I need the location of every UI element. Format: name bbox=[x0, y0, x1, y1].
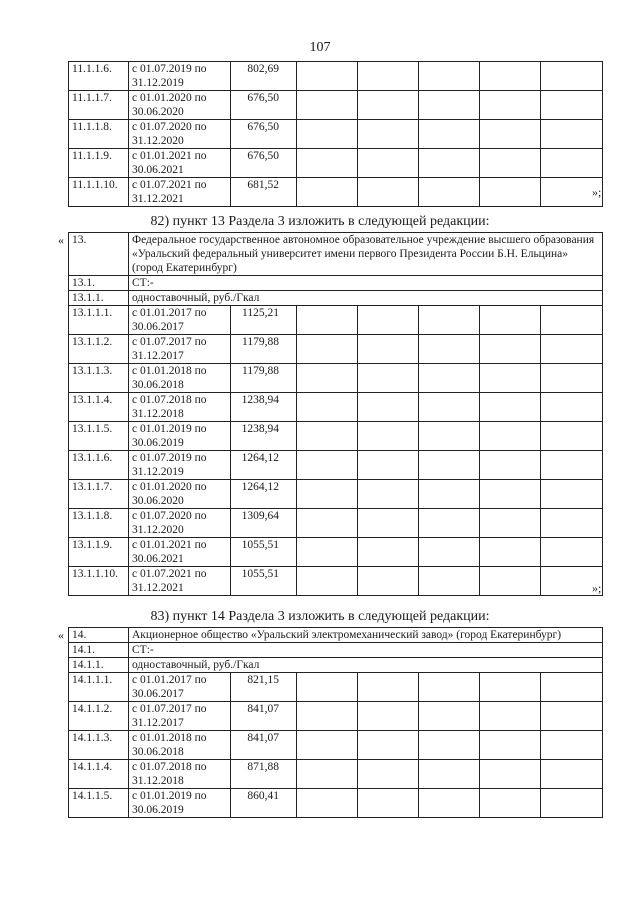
empty-cell bbox=[541, 673, 603, 702]
empty-cell bbox=[358, 335, 419, 364]
tariff-value-cell: 841,07 bbox=[231, 731, 297, 760]
period-end-text: 30.06.2017 bbox=[132, 321, 184, 333]
empty-cell bbox=[297, 120, 358, 149]
row-code-cell: 11.1.1.9. bbox=[69, 149, 129, 178]
empty-cell bbox=[358, 480, 419, 509]
row-code-cell: 13.1.1.3. bbox=[69, 364, 129, 393]
org-name-cell: Акционерное общество «Уральский электромеханический завод» (город Екатеринбург) bbox=[129, 628, 603, 643]
empty-cell bbox=[480, 538, 541, 567]
empty-cell bbox=[297, 509, 358, 538]
tariff-value-cell: 871,88 bbox=[231, 760, 297, 789]
opening-quote-section-13: « bbox=[58, 233, 64, 247]
period-start-text: с 01.07.2020 по bbox=[132, 121, 207, 133]
org-row bbox=[69, 628, 603, 643]
empty-cell bbox=[480, 567, 541, 596]
tariff-period-row bbox=[69, 393, 603, 422]
period-start-text: с 01.01.2021 по bbox=[132, 150, 207, 162]
tariff-type-row bbox=[69, 291, 603, 306]
tariff-period-row bbox=[69, 451, 603, 480]
period-start-text: с 01.07.2021 по bbox=[132, 179, 207, 191]
empty-cell bbox=[297, 91, 358, 120]
empty-cell bbox=[358, 91, 419, 120]
row-code-cell: 13.1.1.1. bbox=[69, 306, 129, 335]
tariff-period-row bbox=[69, 789, 603, 818]
empty-cell bbox=[541, 306, 603, 335]
period-start-text: с 01.07.2021 по bbox=[132, 568, 207, 580]
empty-cell bbox=[358, 306, 419, 335]
period-cell bbox=[129, 509, 231, 538]
period-cell bbox=[129, 480, 231, 509]
empty-cell bbox=[297, 480, 358, 509]
empty-cell bbox=[419, 480, 480, 509]
tariff-period-row bbox=[69, 480, 603, 509]
empty-cell bbox=[480, 731, 541, 760]
row-code-cell: 13.1.1.7. bbox=[69, 480, 129, 509]
empty-cell bbox=[541, 422, 603, 451]
empty-cell bbox=[358, 62, 419, 91]
empty-cell bbox=[419, 120, 480, 149]
row-code-cell: 11.1.1.8. bbox=[69, 120, 129, 149]
period-end-text: 30.06.2020 bbox=[132, 495, 184, 507]
tariff-period-row bbox=[69, 91, 603, 120]
period-cell bbox=[129, 91, 231, 120]
empty-cell bbox=[480, 760, 541, 789]
empty-cell bbox=[358, 178, 419, 207]
empty-cell bbox=[541, 480, 603, 509]
empty-cell bbox=[419, 509, 480, 538]
period-cell bbox=[129, 673, 231, 702]
tariff-value-cell: 676,50 bbox=[231, 120, 297, 149]
empty-cell bbox=[541, 538, 603, 567]
empty-cell bbox=[358, 149, 419, 178]
st-label-cell: СТ:- bbox=[129, 276, 603, 291]
empty-cell bbox=[358, 567, 419, 596]
empty-cell bbox=[480, 306, 541, 335]
tariff-type-row bbox=[69, 658, 603, 673]
tariff-table-section-11 bbox=[68, 61, 603, 207]
period-cell bbox=[129, 451, 231, 480]
tariff-value-cell: 1238,94 bbox=[231, 422, 297, 451]
empty-cell bbox=[358, 731, 419, 760]
tariff-period-row bbox=[69, 120, 603, 149]
empty-cell bbox=[419, 364, 480, 393]
period-end-text: 31.12.2019 bbox=[132, 77, 184, 89]
empty-cell bbox=[419, 538, 480, 567]
empty-cell bbox=[541, 91, 603, 120]
tariff-period-row bbox=[69, 306, 603, 335]
period-cell bbox=[129, 149, 231, 178]
st-row bbox=[69, 643, 603, 658]
period-end-text: 30.06.2020 bbox=[132, 106, 184, 118]
empty-cell bbox=[541, 393, 603, 422]
empty-cell bbox=[419, 789, 480, 818]
period-end-text: 30.06.2021 bbox=[132, 164, 184, 176]
empty-cell bbox=[480, 789, 541, 818]
empty-cell bbox=[358, 422, 419, 451]
period-start-text: с 01.01.2020 по bbox=[132, 481, 207, 493]
empty-cell bbox=[358, 364, 419, 393]
tariff-period-row bbox=[69, 673, 603, 702]
period-start-text: с 01.01.2021 по bbox=[132, 539, 207, 551]
period-start-text: с 01.01.2019 по bbox=[132, 790, 207, 802]
period-cell bbox=[129, 120, 231, 149]
tariff-table-section-13 bbox=[68, 232, 603, 596]
row-code-cell: 13.1.1.6. bbox=[69, 451, 129, 480]
period-start-text: с 01.07.2020 по bbox=[132, 510, 207, 522]
empty-cell bbox=[480, 91, 541, 120]
empty-cell bbox=[419, 760, 480, 789]
empty-cell bbox=[358, 789, 419, 818]
empty-cell bbox=[297, 422, 358, 451]
empty-cell bbox=[480, 62, 541, 91]
tariff-value-cell: 1055,51 bbox=[231, 538, 297, 567]
tariff-period-row bbox=[69, 760, 603, 789]
empty-cell bbox=[419, 731, 480, 760]
row-code-cell: 13.1.1.5. bbox=[69, 422, 129, 451]
row-code-cell: 14.1.1.5. bbox=[69, 789, 129, 818]
period-start-text: с 01.07.2018 по bbox=[132, 394, 207, 406]
tariff-value-cell: 860,41 bbox=[231, 789, 297, 818]
empty-cell bbox=[419, 702, 480, 731]
empty-cell bbox=[419, 451, 480, 480]
period-end-text: 31.12.2017 bbox=[132, 350, 184, 362]
empty-cell bbox=[419, 62, 480, 91]
closing-quote-section-13: »; bbox=[592, 581, 602, 595]
empty-cell bbox=[419, 335, 480, 364]
empty-cell bbox=[541, 760, 603, 789]
empty-cell bbox=[541, 789, 603, 818]
row-code-cell: 13.1.1.4. bbox=[69, 393, 129, 422]
period-end-text: 31.12.2021 bbox=[132, 193, 184, 205]
empty-cell bbox=[419, 422, 480, 451]
period-start-text: с 01.01.2020 по bbox=[132, 92, 207, 104]
empty-cell bbox=[480, 673, 541, 702]
empty-cell bbox=[419, 673, 480, 702]
empty-cell bbox=[358, 760, 419, 789]
period-cell bbox=[129, 567, 231, 596]
st-row bbox=[69, 276, 603, 291]
period-end-text: 31.12.2021 bbox=[132, 582, 184, 594]
tariff-value-cell: 676,50 bbox=[231, 149, 297, 178]
org-name-cell: Федеральное государственное автономное образовательное учреждение высшего образования «Уральский федеральный университет имени первого Президента России Б.Н. Ельцина» (город Екатеринбург) bbox=[129, 233, 603, 276]
tariff-value-cell: 681,52 bbox=[231, 178, 297, 207]
tariff-value-cell: 1309,64 bbox=[231, 509, 297, 538]
empty-cell bbox=[419, 567, 480, 596]
tariff-type-label-cell: одноставочный, руб./Гкал bbox=[129, 291, 603, 306]
tariff-period-row bbox=[69, 149, 603, 178]
period-end-text: 31.12.2018 bbox=[132, 775, 184, 787]
empty-cell bbox=[541, 335, 603, 364]
period-end-text: 30.06.2019 bbox=[132, 804, 184, 816]
tariff-value-cell: 1179,88 bbox=[231, 335, 297, 364]
tariff-period-row bbox=[69, 335, 603, 364]
row-code-cell: 13.1.1.2. bbox=[69, 335, 129, 364]
empty-cell bbox=[297, 702, 358, 731]
empty-cell bbox=[480, 393, 541, 422]
tariff-period-row bbox=[69, 422, 603, 451]
empty-cell bbox=[480, 149, 541, 178]
empty-cell bbox=[480, 364, 541, 393]
empty-cell bbox=[297, 364, 358, 393]
empty-cell bbox=[358, 120, 419, 149]
tariff-value-cell: 1125,21 bbox=[231, 306, 297, 335]
period-start-text: с 01.01.2019 по bbox=[132, 423, 207, 435]
empty-cell bbox=[541, 120, 603, 149]
tariff-period-row bbox=[69, 567, 603, 596]
period-end-text: 31.12.2020 bbox=[132, 524, 184, 536]
tariff-value-cell: 1179,88 bbox=[231, 364, 297, 393]
tariff-period-row bbox=[69, 364, 603, 393]
period-cell bbox=[129, 731, 231, 760]
period-end-text: 30.06.2018 bbox=[132, 379, 184, 391]
amendment-heading-82: 82) пункт 13 Раздела 3 изложить в следующей редакции: bbox=[150, 214, 490, 229]
period-end-text: 30.06.2018 bbox=[132, 746, 184, 758]
empty-cell bbox=[358, 509, 419, 538]
period-cell bbox=[129, 335, 231, 364]
empty-cell bbox=[480, 702, 541, 731]
period-start-text: с 01.07.2019 по bbox=[132, 452, 207, 464]
empty-cell bbox=[358, 538, 419, 567]
tariff-period-row bbox=[69, 538, 603, 567]
tariff-value-cell: 1264,12 bbox=[231, 480, 297, 509]
empty-cell bbox=[297, 393, 358, 422]
empty-cell bbox=[297, 789, 358, 818]
closing-quote-section-11: »; bbox=[592, 185, 602, 199]
empty-cell bbox=[297, 451, 358, 480]
period-start-text: с 01.01.2017 по bbox=[132, 674, 207, 686]
empty-cell bbox=[480, 451, 541, 480]
period-cell bbox=[129, 62, 231, 91]
empty-cell bbox=[541, 451, 603, 480]
period-cell bbox=[129, 178, 231, 207]
tariff-period-row bbox=[69, 731, 603, 760]
tariff-value-cell: 802,69 bbox=[231, 62, 297, 91]
tariff-period-row bbox=[69, 702, 603, 731]
empty-cell bbox=[541, 149, 603, 178]
empty-cell bbox=[541, 731, 603, 760]
period-cell bbox=[129, 702, 231, 731]
amendment-heading-83: 83) пункт 14 Раздела 3 изложить в следующей редакции: bbox=[150, 609, 490, 624]
empty-cell bbox=[358, 673, 419, 702]
row-code-cell: 13.1.1.8. bbox=[69, 509, 129, 538]
empty-cell bbox=[419, 393, 480, 422]
empty-cell bbox=[297, 538, 358, 567]
period-start-text: с 01.07.2017 по bbox=[132, 336, 207, 348]
row-code-cell: 13.1.1.10. bbox=[69, 567, 129, 596]
empty-cell bbox=[480, 422, 541, 451]
period-end-text: 31.12.2017 bbox=[132, 717, 184, 729]
empty-cell bbox=[419, 91, 480, 120]
empty-cell bbox=[541, 702, 603, 731]
empty-cell bbox=[297, 335, 358, 364]
row-code-cell: 11.1.1.6. bbox=[69, 62, 129, 91]
empty-cell bbox=[297, 731, 358, 760]
org-row bbox=[69, 233, 603, 276]
tariff-value-cell: 1238,94 bbox=[231, 393, 297, 422]
period-end-text: 30.06.2017 bbox=[132, 688, 184, 700]
page-number: 107 bbox=[309, 40, 331, 55]
empty-cell bbox=[297, 62, 358, 91]
period-end-text: 31.12.2020 bbox=[132, 135, 184, 147]
st-code-cell: 13.1. bbox=[69, 276, 129, 291]
period-cell bbox=[129, 760, 231, 789]
org-code-cell: 13. bbox=[69, 233, 129, 276]
tariff-type-label-cell: одноставочный, руб./Гкал bbox=[129, 658, 603, 673]
period-cell bbox=[129, 364, 231, 393]
empty-cell bbox=[541, 62, 603, 91]
tariff-value-cell: 1264,12 bbox=[231, 451, 297, 480]
row-code-cell: 14.1.1.4. bbox=[69, 760, 129, 789]
tariff-table-section-14 bbox=[68, 627, 603, 818]
period-start-text: с 01.07.2019 по bbox=[132, 63, 207, 75]
row-code-cell: 11.1.1.10. bbox=[69, 178, 129, 207]
empty-cell bbox=[480, 480, 541, 509]
empty-cell bbox=[358, 393, 419, 422]
tariff-period-row bbox=[69, 509, 603, 538]
empty-cell bbox=[297, 178, 358, 207]
empty-cell bbox=[480, 509, 541, 538]
row-code-cell: 11.1.1.7. bbox=[69, 91, 129, 120]
empty-cell bbox=[419, 178, 480, 207]
tariff-period-row bbox=[69, 62, 603, 91]
empty-cell bbox=[297, 673, 358, 702]
empty-cell bbox=[419, 149, 480, 178]
tariff-value-cell: 1055,51 bbox=[231, 567, 297, 596]
period-end-text: 31.12.2018 bbox=[132, 408, 184, 420]
period-end-text: 30.06.2019 bbox=[132, 437, 184, 449]
tariff-type-code-cell: 13.1.1. bbox=[69, 291, 129, 306]
tariff-period-row bbox=[69, 178, 603, 207]
st-label-cell: СТ:- bbox=[129, 643, 603, 658]
period-cell bbox=[129, 538, 231, 567]
period-start-text: с 01.01.2018 по bbox=[132, 365, 207, 377]
tariff-value-cell: 821,15 bbox=[231, 673, 297, 702]
row-code-cell: 14.1.1.2. bbox=[69, 702, 129, 731]
period-cell bbox=[129, 789, 231, 818]
tariff-value-cell: 841,07 bbox=[231, 702, 297, 731]
empty-cell bbox=[297, 567, 358, 596]
period-cell bbox=[129, 306, 231, 335]
period-start-text: с 01.07.2018 по bbox=[132, 761, 207, 773]
empty-cell bbox=[480, 335, 541, 364]
empty-cell bbox=[297, 149, 358, 178]
empty-cell bbox=[358, 451, 419, 480]
period-start-text: с 01.01.2018 по bbox=[132, 732, 207, 744]
tariff-value-cell: 676,50 bbox=[231, 91, 297, 120]
period-cell bbox=[129, 422, 231, 451]
empty-cell bbox=[480, 178, 541, 207]
period-start-text: с 01.01.2017 по bbox=[132, 307, 207, 319]
opening-quote-section-14: « bbox=[58, 628, 64, 642]
st-code-cell: 14.1. bbox=[69, 643, 129, 658]
row-code-cell: 14.1.1.1. bbox=[69, 673, 129, 702]
period-cell bbox=[129, 393, 231, 422]
period-end-text: 30.06.2021 bbox=[132, 553, 184, 565]
period-start-text: с 01.07.2017 по bbox=[132, 703, 207, 715]
empty-cell bbox=[297, 306, 358, 335]
empty-cell bbox=[358, 702, 419, 731]
empty-cell bbox=[541, 509, 603, 538]
empty-cell bbox=[419, 306, 480, 335]
org-code-cell: 14. bbox=[69, 628, 129, 643]
period-end-text: 31.12.2019 bbox=[132, 466, 184, 478]
row-code-cell: 14.1.1.3. bbox=[69, 731, 129, 760]
empty-cell bbox=[541, 364, 603, 393]
empty-cell bbox=[297, 760, 358, 789]
tariff-type-code-cell: 14.1.1. bbox=[69, 658, 129, 673]
row-code-cell: 13.1.1.9. bbox=[69, 538, 129, 567]
empty-cell bbox=[480, 120, 541, 149]
